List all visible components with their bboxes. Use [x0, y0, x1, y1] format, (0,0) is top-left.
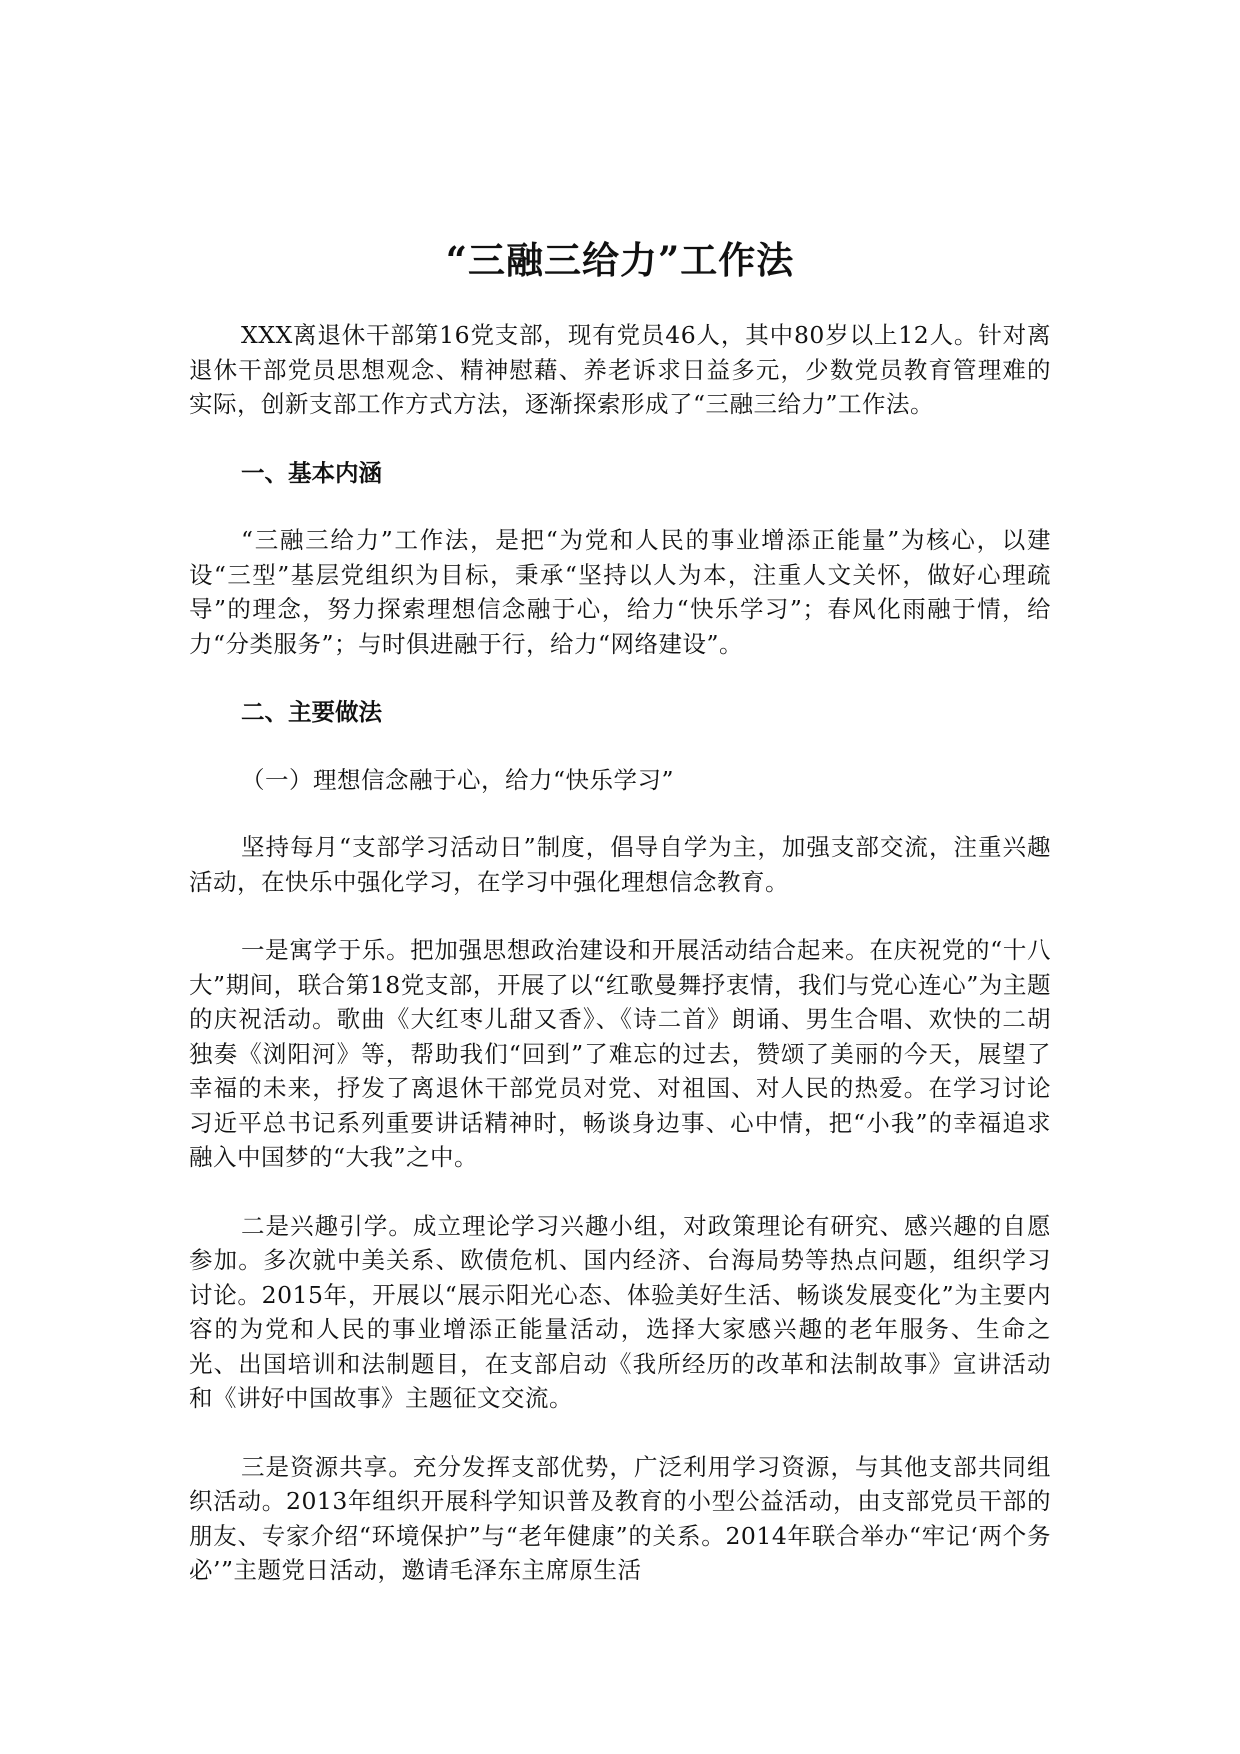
- section-2-paragraph-1: 坚持每月“支部学习活动日”制度，倡导自学为主，加强支部交流，注重兴趣活动，在快乐中强化学习，在学习中强化理想信念教育。: [189, 833, 1051, 896]
- paragraph-spacer: [189, 899, 1051, 933]
- section-2-paragraph-4: 三是资源共享。充分发挥支部优势，广泛利用学习资源，与其他支部共同组织活动。2013年组织开展科学知识普及教育的小型公益活动，由支部党员干部的朋友、专家介绍“环境保护”与“老年健康”的关系。2014年联合举办“牢记‘两个务必’”主题党日活动，邀请毛泽东主席原生活: [189, 1452, 1051, 1584]
- section-2-paragraph-2: 一是寓学于乐。把加强思想政治建设和开展活动结合起来。在庆祝党的“十八大”期间，联合第18党支部，开展了以“红歌曼舞抒衷情，我们与党心连心”为主题的庆祝活动。歌曲《大红枣儿甜又香》、《诗二首》朗诵、男生合唱、欢快的二胡独奏《浏阳河》等，帮助我们“回到”了难忘的过去，赞颂了美丽的今天，展望了幸福的未来，抒发了离退休干部党员对党、对祖国、对人民的热爱。在学习讨论习近平总书记系列重要讲话精神时，畅谈身边事、心中情，把“小我”的幸福追求融入中国梦的“大我”之中。: [189, 936, 1051, 1171]
- intro-paragraph: XXX离退休干部第16党支部，现有党员46人，其中80岁以上12人。针对离退休干部党员思想观念、精神慰藉、养老诉求日益多元，少数党员教育管理难的实际，创新支部工作方式方法，逐渐探索形成了“三融三给力”工作法。: [189, 321, 1051, 418]
- section-1-heading: 一、基本内涵: [241, 458, 382, 487]
- paragraph-spacer: [189, 1416, 1051, 1450]
- document-title: “三融三给力”工作法: [445, 238, 795, 282]
- section-2-subheading: （一）理想信念融于心，给力“快乐学习”: [241, 765, 675, 794]
- paragraph-spacer: [189, 797, 1051, 830]
- paragraph-spacer: [189, 1175, 1051, 1209]
- document-body: [189, 318, 1051, 1588]
- paragraph-spacer: [189, 490, 1051, 523]
- section-2-heading: 二、主要做法: [241, 698, 382, 726]
- paragraph-spacer: [189, 422, 1051, 456]
- paragraph-spacer: [189, 661, 1051, 695]
- section-2-paragraph-3: 二是兴趣引学。成立理论学习兴趣小组，对政策理论有研究、感兴趣的自愿参加。多次就中美关系、欧债危机、国内经济、台海局势等热点问题，组织学习讨论。2015年，开展以“展示阳光心态、体验美好生活、畅谈发展变化”为主要内容的为党和人民的事业增添正能量活动，选择大家感兴趣的老年服务、生命之光、出国培训和法制题目，在支部启动《我所经历的改革和法制故事》宣讲活动和《讲好中国故事》主题征文交流。: [189, 1211, 1051, 1412]
- section-1-paragraph: “三融三给力”工作法，是把“为党和人民的事业增添正能量”为核心，以建设“三型”基层党组织为目标，秉承“坚持以人为本，注重人文关怀，做好心理疏导”的理念，努力探索理想信念融于心，给力“快乐学习”；春风化雨融于情，给力“分类服务”；与时俱进融于行，给力“网络建设”。: [189, 526, 1051, 658]
- paragraph-spacer: [189, 730, 1051, 763]
